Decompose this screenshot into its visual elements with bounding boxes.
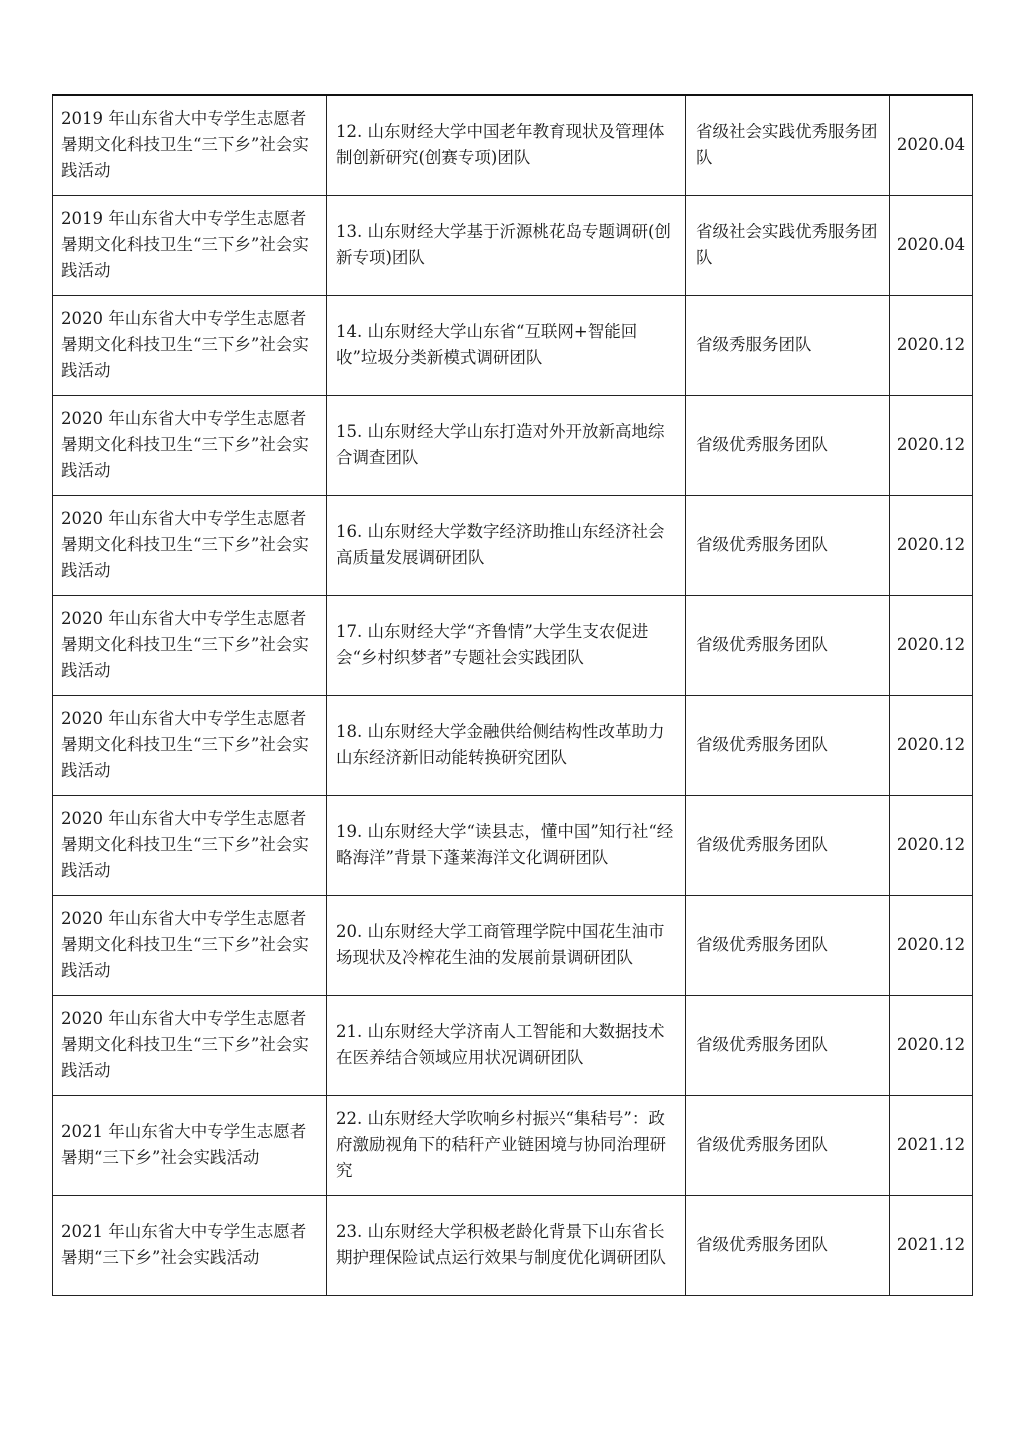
team-cell: 13. 山东财经大学基于沂源桃花岛专题调研(创新专项)团队 [327,195,686,295]
date-cell: 2020.12 [890,795,973,895]
award-level-cell: 省级社会实践优秀服务团队 [686,195,890,295]
team-cell: 18. 山东财经大学金融供给侧结构性改革助力山东经济新旧动能转换研究团队 [327,695,686,795]
table-row [53,95,973,195]
table-row [53,295,973,395]
date-cell: 2020.12 [890,695,973,795]
awards-table [52,94,973,1296]
activity-cell: 2019 年山东省大中专学生志愿者暑期文化科技卫生“三下乡”社会实践活动 [53,95,327,195]
activity-cell: 2020 年山东省大中专学生志愿者暑期文化科技卫生“三下乡”社会实践活动 [53,995,327,1095]
table-row [53,695,973,795]
table-row [53,495,973,595]
table-row [53,395,973,495]
table-row [53,895,973,995]
activity-cell: 2019 年山东省大中专学生志愿者暑期文化科技卫生“三下乡”社会实践活动 [53,195,327,295]
award-level-cell: 省级社会实践优秀服务团队 [686,95,890,195]
activity-cell: 2020 年山东省大中专学生志愿者暑期文化科技卫生“三下乡”社会实践活动 [53,295,327,395]
table-row [53,195,973,295]
date-cell: 2020.12 [890,895,973,995]
activity-cell: 2021 年山东省大中专学生志愿者暑期“三下乡”社会实践活动 [53,1195,327,1295]
date-cell: 2021.12 [890,1095,973,1195]
award-level-cell: 省级优秀服务团队 [686,1095,890,1195]
date-cell: 2020.04 [890,95,973,195]
award-level-cell: 省级优秀服务团队 [686,595,890,695]
award-level-cell: 省级优秀服务团队 [686,395,890,495]
award-level-cell: 省级优秀服务团队 [686,795,890,895]
team-cell: 14. 山东财经大学山东省“互联网+智能回收”垃圾分类新模式调研团队 [327,295,686,395]
team-cell: 16. 山东财经大学数字经济助推山东经济社会高质量发展调研团队 [327,495,686,595]
team-cell: 23. 山东财经大学积极老龄化背景下山东省长期护理保险试点运行效果与制度优化调研团队 [327,1195,686,1295]
team-cell: 17. 山东财经大学“齐鲁情”大学生支农促进会“乡村织梦者”专题社会实践团队 [327,595,686,695]
award-level-cell: 省级优秀服务团队 [686,695,890,795]
team-cell: 22. 山东财经大学吹响乡村振兴“集秸号”：政府激励视角下的秸秆产业链困境与协同治理研究 [327,1095,686,1195]
award-level-cell: 省级优秀服务团队 [686,895,890,995]
table-row [53,1095,973,1195]
activity-cell: 2020 年山东省大中专学生志愿者暑期文化科技卫生“三下乡”社会实践活动 [53,795,327,895]
award-level-cell: 省级优秀服务团队 [686,1195,890,1295]
award-level-cell: 省级秀服务团队 [686,295,890,395]
team-cell: 21. 山东财经大学济南人工智能和大数据技术在医养结合领域应用状况调研团队 [327,995,686,1095]
activity-cell: 2020 年山东省大中专学生志愿者暑期文化科技卫生“三下乡”社会实践活动 [53,595,327,695]
activity-cell: 2021 年山东省大中专学生志愿者暑期“三下乡”社会实践活动 [53,1095,327,1195]
team-cell: 15. 山东财经大学山东打造对外开放新高地综合调查团队 [327,395,686,495]
date-cell: 2020.12 [890,995,973,1095]
awards-table-wrapper [52,94,972,1296]
date-cell: 2020.04 [890,195,973,295]
table-row [53,1195,973,1295]
activity-cell: 2020 年山东省大中专学生志愿者暑期文化科技卫生“三下乡”社会实践活动 [53,495,327,595]
award-level-cell: 省级优秀服务团队 [686,495,890,595]
date-cell: 2020.12 [890,395,973,495]
activity-cell: 2020 年山东省大中专学生志愿者暑期文化科技卫生“三下乡”社会实践活动 [53,395,327,495]
date-cell: 2020.12 [890,295,973,395]
table-row [53,595,973,695]
date-cell: 2020.12 [890,495,973,595]
team-cell: 12. 山东财经大学中国老年教育现状及管理体制创新研究(创赛专项)团队 [327,95,686,195]
team-cell: 20. 山东财经大学工商管理学院中国花生油市场现状及冷榨花生油的发展前景调研团队 [327,895,686,995]
activity-cell: 2020 年山东省大中专学生志愿者暑期文化科技卫生“三下乡”社会实践活动 [53,695,327,795]
table-row [53,995,973,1095]
award-level-cell: 省级优秀服务团队 [686,995,890,1095]
activity-cell: 2020 年山东省大中专学生志愿者暑期文化科技卫生“三下乡”社会实践活动 [53,895,327,995]
table-row [53,795,973,895]
team-cell: 19. 山东财经大学“读县志，懂中国”知行社“经略海洋”背景下蓬莱海洋文化调研团队 [327,795,686,895]
date-cell: 2021.12 [890,1195,973,1295]
date-cell: 2020.12 [890,595,973,695]
